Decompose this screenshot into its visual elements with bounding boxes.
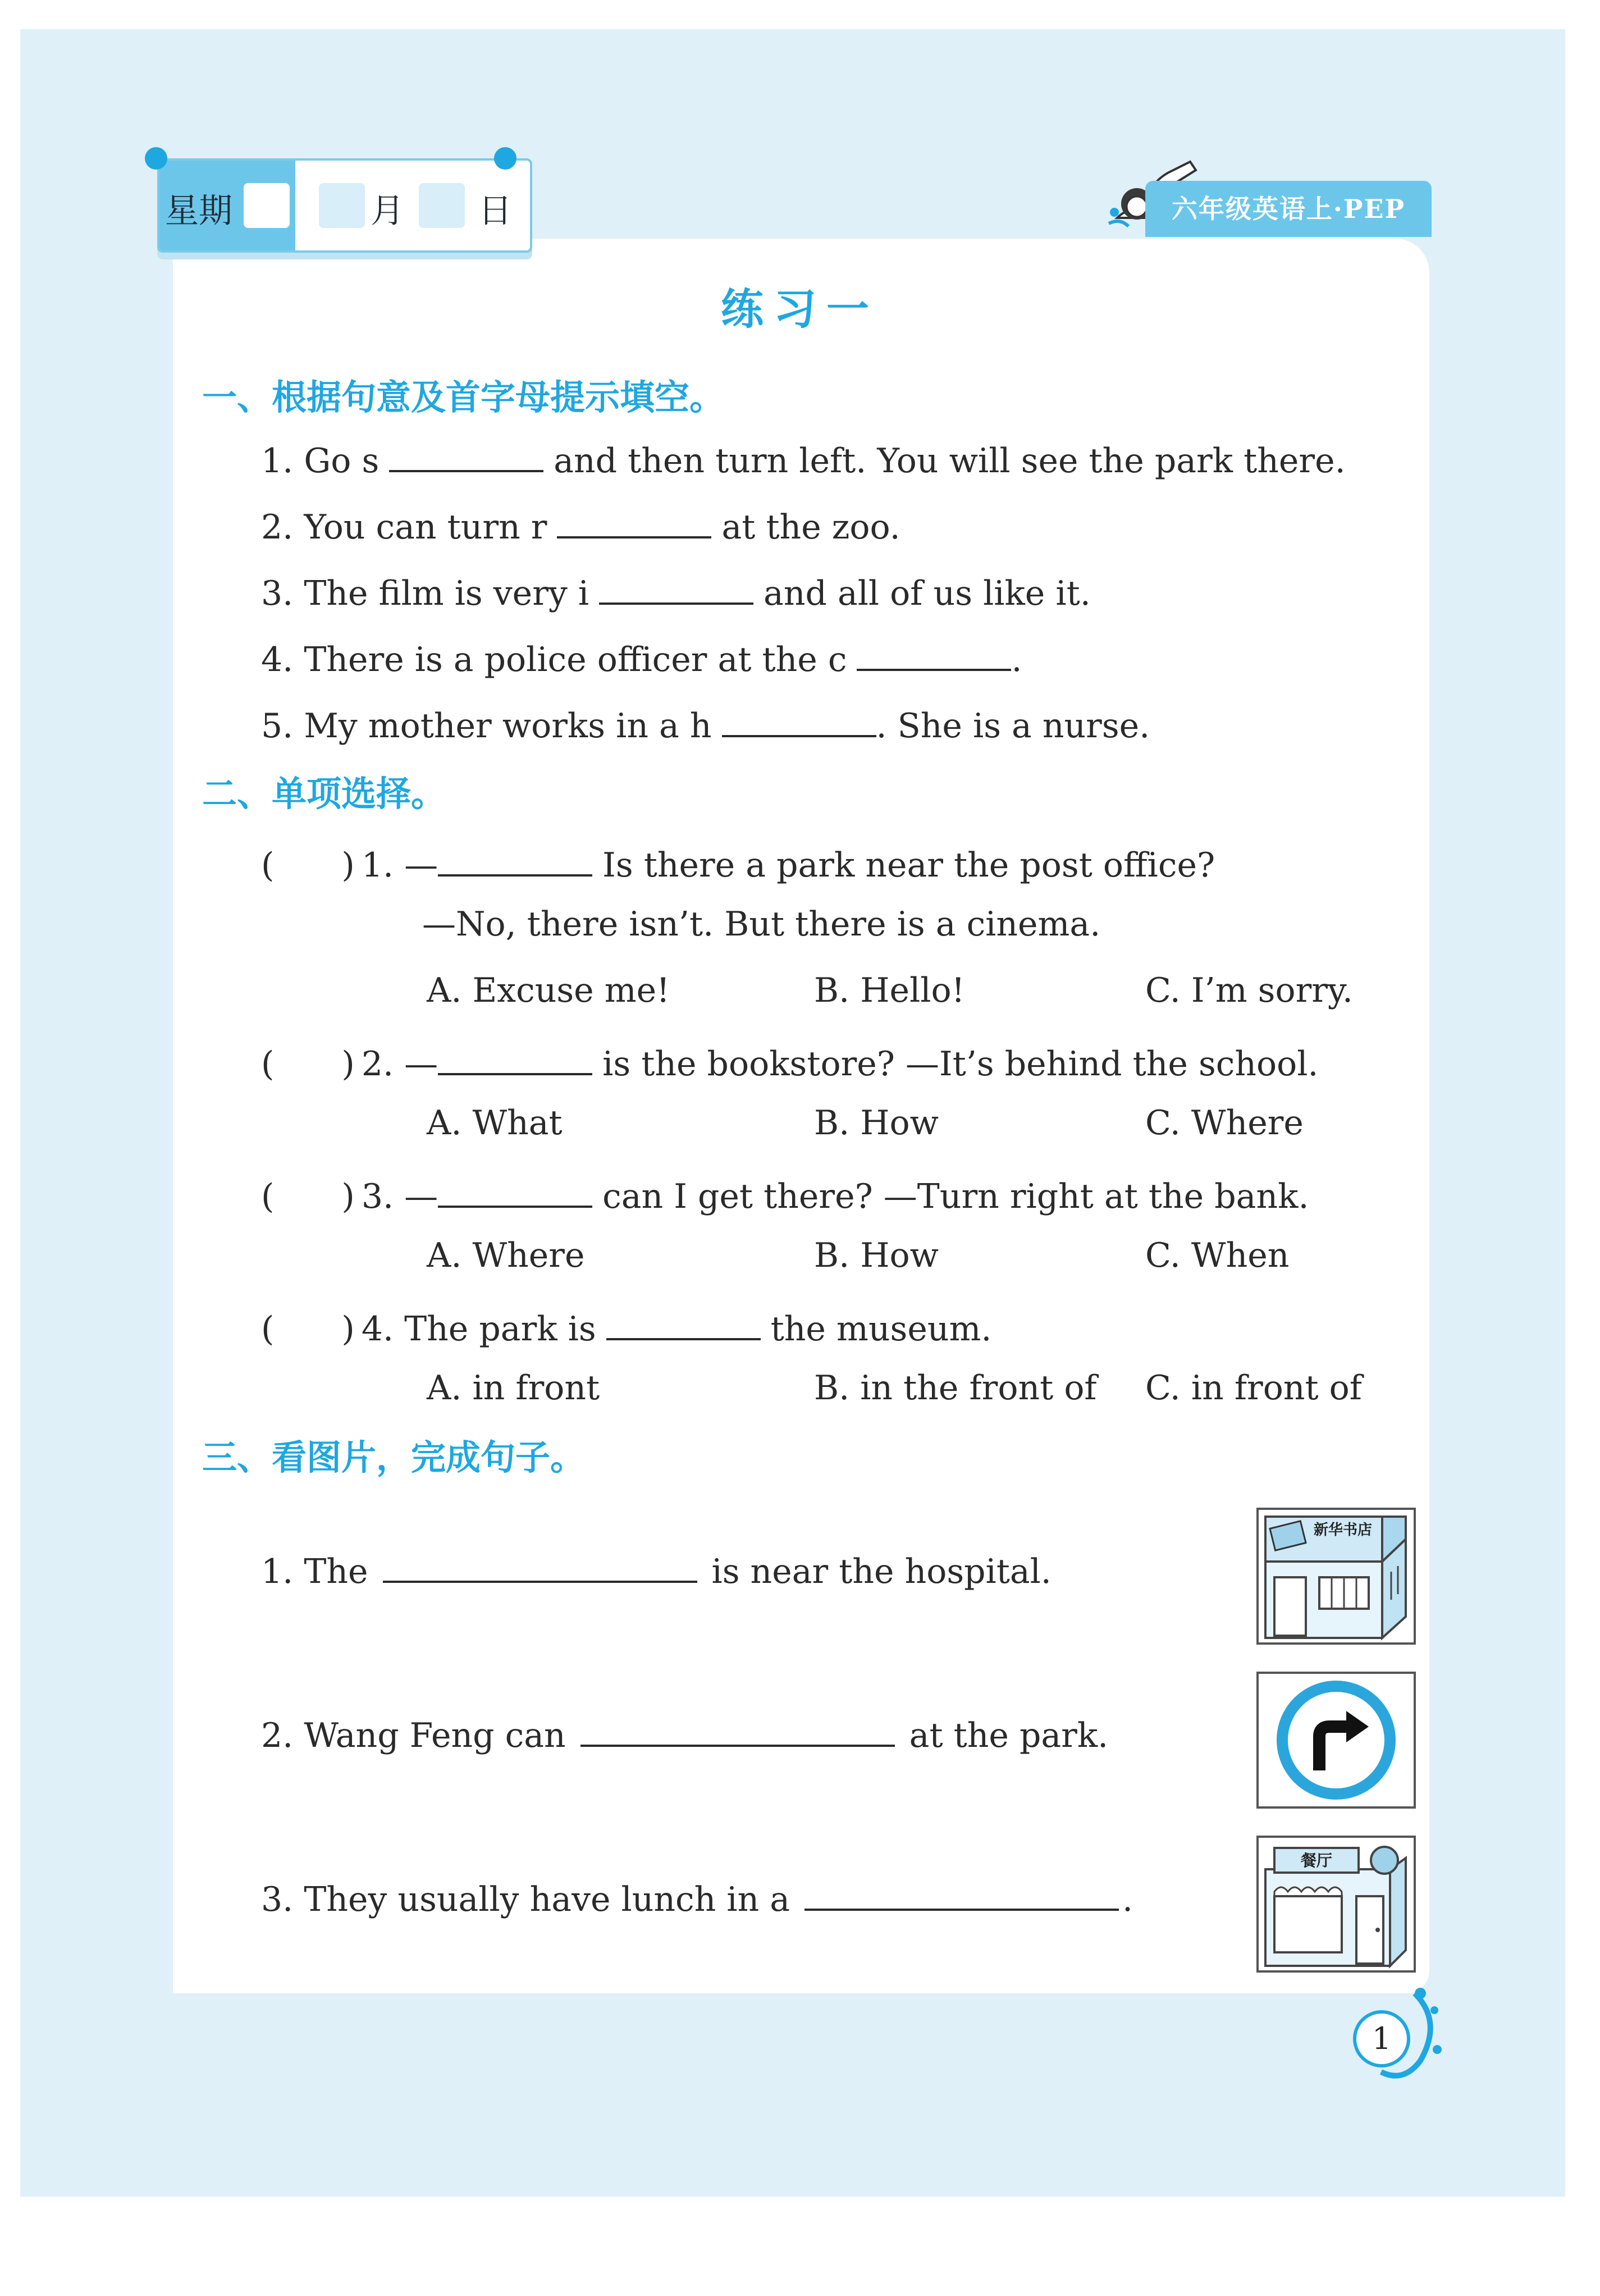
s1-item-3-blank[interactable] bbox=[599, 573, 753, 605]
month-label: 月 bbox=[371, 191, 404, 231]
s2-q1-number: 1. — bbox=[361, 846, 438, 885]
s1-item-4-post: . bbox=[1011, 640, 1022, 679]
date-box bbox=[157, 158, 532, 253]
month-field[interactable] bbox=[319, 183, 365, 228]
grade-tag: 六年级英语上·PEP bbox=[1145, 181, 1432, 237]
s2-q2 bbox=[261, 1037, 1319, 1085]
s2-q2-option-b[interactable]: B. How bbox=[814, 1103, 939, 1143]
s1-item-1 bbox=[261, 441, 1346, 481]
restaurant-icon bbox=[1259, 1838, 1414, 1970]
s2-q4 bbox=[261, 1302, 991, 1350]
s2-q4-answer-paren[interactable]: ( ) bbox=[261, 1309, 355, 1349]
s2-q4-number: 4. The park is bbox=[361, 1309, 596, 1349]
s1-item-3-pre: 3. The film is very i bbox=[261, 574, 589, 613]
s2-q2-number: 2. — bbox=[361, 1044, 438, 1084]
s2-q3-option-c[interactable]: C. When bbox=[1145, 1236, 1290, 1275]
s3-item-2-post: at the park. bbox=[909, 1716, 1109, 1755]
s1-item-2 bbox=[261, 507, 900, 547]
bookstore-picture bbox=[1256, 1508, 1416, 1645]
page-number: 1 bbox=[1353, 2010, 1410, 2067]
s2-q4-option-c[interactable]: C. in front of bbox=[1145, 1368, 1362, 1408]
s2-q4-option-a[interactable]: A. in front bbox=[427, 1368, 600, 1408]
s2-q2-blank[interactable] bbox=[438, 1044, 592, 1075]
s2-q3-text: can I get there? —Turn right at the bank. bbox=[602, 1177, 1309, 1216]
s2-q1-text: Is there a park near the post office? bbox=[602, 846, 1215, 885]
s3-item-1-blank[interactable] bbox=[383, 1551, 697, 1583]
day-label: 日 bbox=[478, 191, 512, 231]
s2-q4-text: the museum. bbox=[770, 1309, 992, 1349]
section2-heading: 二、单项选择。 bbox=[202, 773, 446, 814]
restaurant-sign-text: 餐厅 bbox=[1300, 1851, 1333, 1870]
section3-heading: 三、看图片，完成句子。 bbox=[202, 1437, 586, 1478]
s2-q3-number: 3. — bbox=[361, 1177, 438, 1216]
weekday-field[interactable] bbox=[244, 183, 290, 228]
s1-item-1-blank[interactable] bbox=[389, 441, 543, 472]
s3-item-2-pre: 2. Wang Feng can bbox=[261, 1716, 566, 1755]
s3-item-3-post: . bbox=[1122, 1880, 1133, 1919]
s3-item-3-blank[interactable] bbox=[804, 1879, 1119, 1911]
s2-q1-reply: —No, there isn’t. But there is a cinema. bbox=[422, 905, 1101, 944]
s3-item-3 bbox=[261, 1879, 1133, 1919]
turn-right-picture bbox=[1256, 1672, 1416, 1809]
s2-q2-option-a[interactable]: A. What bbox=[427, 1103, 563, 1143]
s1-item-5 bbox=[261, 706, 1150, 746]
s2-q3-answer-paren[interactable]: ( ) bbox=[261, 1177, 355, 1216]
bookstore-icon bbox=[1259, 1510, 1414, 1642]
s1-item-4-pre: 4. There is a police officer at the c bbox=[261, 640, 847, 679]
weekday-label: 星期 bbox=[165, 191, 232, 231]
exercise-title: 练习一 bbox=[721, 284, 879, 334]
s1-item-4 bbox=[261, 640, 1022, 679]
s2-q4-blank[interactable] bbox=[606, 1309, 761, 1340]
s3-item-1 bbox=[261, 1551, 1052, 1591]
s1-item-2-blank[interactable] bbox=[557, 507, 711, 538]
s3-item-3-pre: 3. They usually have lunch in a bbox=[261, 1880, 790, 1919]
s2-q1-option-b[interactable]: B. Hello! bbox=[814, 971, 965, 1010]
s2-q1-option-a[interactable]: A. Excuse me! bbox=[427, 971, 670, 1010]
s3-item-2 bbox=[261, 1715, 1108, 1755]
s2-q3-option-a[interactable]: A. Where bbox=[427, 1236, 585, 1275]
s1-item-2-post: at the zoo. bbox=[721, 508, 900, 547]
restaurant-picture bbox=[1256, 1836, 1416, 1973]
s2-q1-answer-paren[interactable]: ( ) bbox=[261, 846, 355, 885]
s2-q2-answer-paren[interactable]: ( ) bbox=[261, 1044, 355, 1084]
day-field[interactable] bbox=[419, 183, 465, 228]
s1-item-5-pre: 5. My mother works in a h bbox=[261, 706, 712, 746]
section1-heading: 一、根据句意及首字母提示填空。 bbox=[202, 377, 725, 418]
s2-q1 bbox=[261, 838, 1215, 887]
s2-q4-option-b[interactable]: B. in the front of bbox=[814, 1368, 1097, 1408]
turn-right-sign-icon bbox=[1259, 1674, 1414, 1806]
bookstore-sign-text: 新华书店 bbox=[1313, 1522, 1373, 1539]
pin-dot-right bbox=[494, 147, 516, 170]
s2-q1-option-c[interactable]: C. I’m sorry. bbox=[1145, 971, 1353, 1010]
s2-q1-blank[interactable] bbox=[438, 845, 592, 877]
s1-item-1-pre: 1. Go s bbox=[261, 441, 380, 481]
s1-item-5-post: . She is a nurse. bbox=[876, 706, 1150, 746]
s1-item-2-pre: 2. You can turn r bbox=[261, 508, 547, 547]
s2-q3 bbox=[261, 1170, 1309, 1218]
s3-item-2-blank[interactable] bbox=[580, 1715, 895, 1747]
s2-q2-text: is the bookstore? —It’s behind the school. bbox=[602, 1044, 1319, 1084]
s2-q2-option-c[interactable]: C. Where bbox=[1145, 1103, 1304, 1143]
s2-q3-option-b[interactable]: B. How bbox=[814, 1236, 939, 1275]
s1-item-1-post: and then turn left. You will see the park there. bbox=[554, 441, 1346, 481]
s3-item-1-pre: 1. The bbox=[261, 1552, 368, 1591]
s1-item-3-post: and all of us like it. bbox=[764, 574, 1091, 613]
s1-item-3 bbox=[261, 573, 1091, 613]
pin-dot-left bbox=[145, 147, 167, 170]
s1-item-5-blank[interactable] bbox=[722, 706, 876, 737]
s1-item-4-blank[interactable] bbox=[857, 640, 1011, 671]
s2-q3-blank[interactable] bbox=[438, 1176, 592, 1208]
s3-item-1-post: is near the hospital. bbox=[711, 1552, 1052, 1591]
